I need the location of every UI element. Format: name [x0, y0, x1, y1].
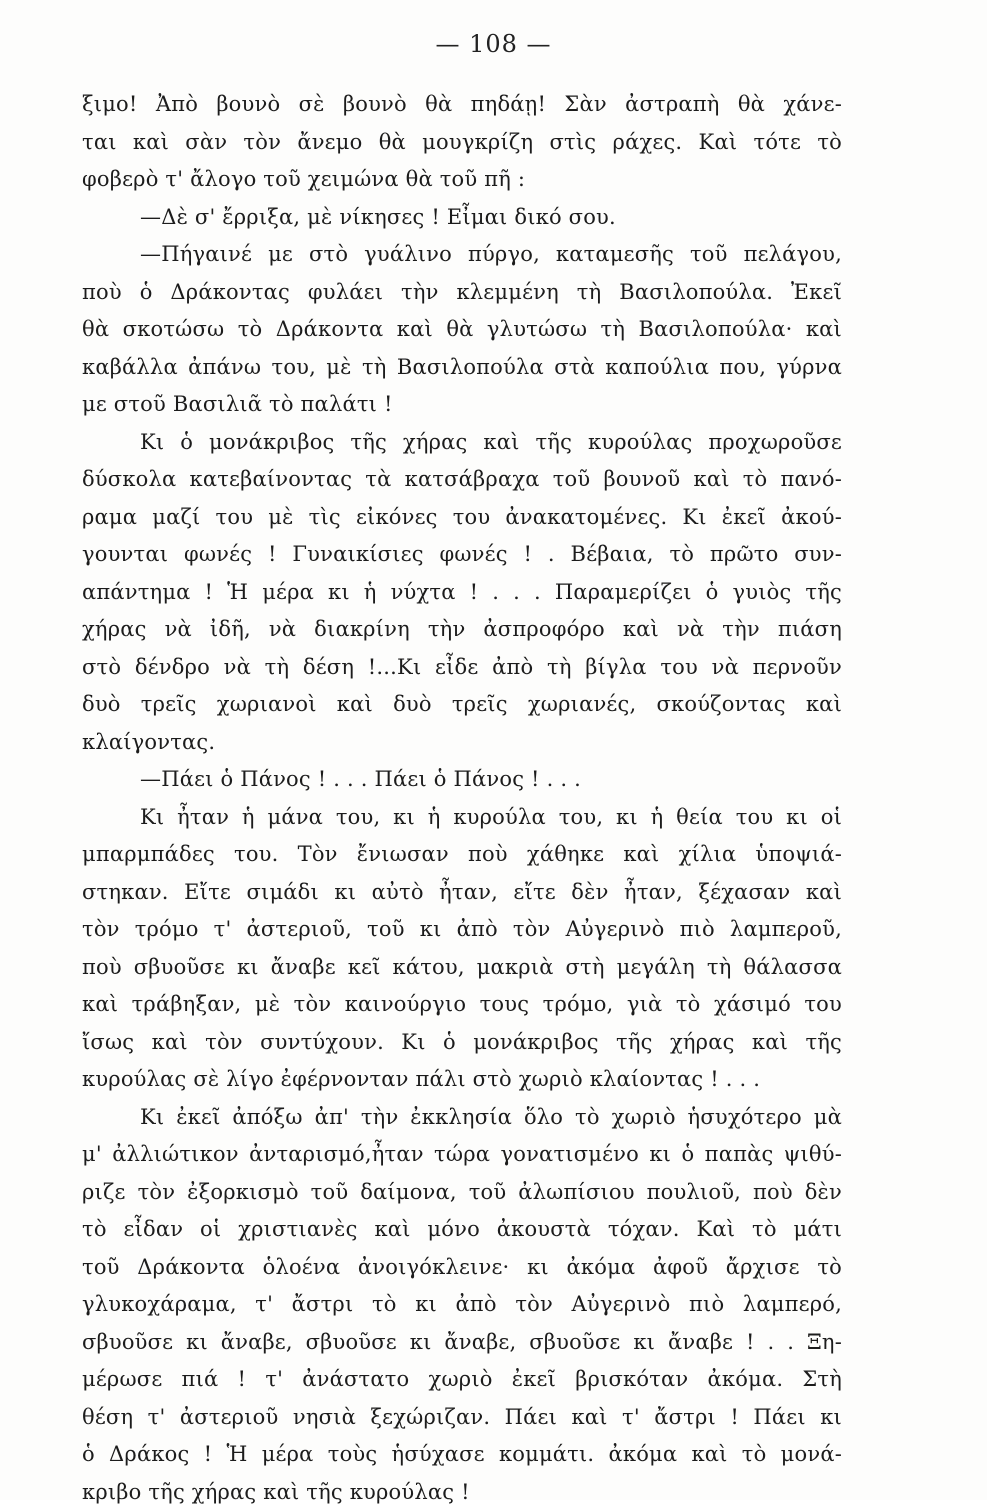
text-line: κριβο τῆς χήρας καὶ τῆς κυρούλας !	[82, 1474, 842, 1511]
text-line: —Πήγαινέ με στὸ γυάλινο πύργο, καταμεσῆς τοῦ πελάγου,	[82, 236, 842, 274]
page-number: — 108 —	[0, 30, 987, 58]
text-line: χήρας νὰ ἰδῆ, νὰ διακρίνη τὴν ἀσπροφόρο καὶ νὰ τὴν πιάση	[82, 611, 842, 649]
text-line: με στοῦ Βασιλιᾶ τὸ παλάτι !	[82, 386, 842, 424]
text-line: ὁ Δράκος ! Ἡ μέρα τοὺς ἡσύχασε κομμάτι. ἀκόμα καὶ τὸ μονά-	[82, 1436, 842, 1474]
text-line: μ' ἀλλιώτικον ἀνταρισμό,ἦταν τώρα γονατισμένο κι ὁ παπὰς ψιθύ-	[82, 1136, 842, 1174]
text-line: ποὺ ὁ Δράκοντας φυλάει τὴν κλεμμένη τὴ Βασιλοπούλα. Ἐκεῖ	[82, 274, 842, 312]
text-line: φοβερὸ τ' ἄλογο τοῦ χειμώνα θὰ τοῦ πῆ :	[82, 161, 842, 199]
text-line: μέρωσε πιά ! τ' ἀνάστατο χωριὸ ἐκεῖ βρισκόταν ἀκόμα. Στὴ	[82, 1361, 842, 1399]
text-line: κυρούλας σὲ λίγο ἐφέρνονταν πάλι στὸ χωριὸ κλαίοντας ! . . .	[82, 1061, 842, 1099]
text-line: ριζε τὸν ἐξορκισμὸ τοῦ δαίμονα, τοῦ ἀλωπίσιου πουλιοῦ, ποὺ δὲν	[82, 1174, 842, 1212]
text-line: καὶ τράβηξαν, μὲ τὸν καινούργιο τους τρόμο, γιὰ τὸ χάσιμό του	[82, 986, 842, 1024]
text-line: κλαίγοντας.	[82, 724, 842, 762]
text-line: Κι ἐκεῖ ἀπόξω ἀπ' τὴν ἐκκλησία ὅλο τὸ χωριὸ ἡσυχότερο μὰ	[82, 1099, 842, 1137]
text-line: τοῦ Δράκοντα ὁλοένα ἀνοιγόκλεινε· κι ἀκόμα ἀφοῦ ἄρχισε τὸ	[82, 1249, 842, 1287]
text-line: γλυκοχάραμα, τ' ἄστρι τὸ κι ἀπὸ τὸν Αὐγερινὸ πιὸ λαμπερό,	[82, 1286, 842, 1324]
text-line: —Πάει ὁ Πάνος ! . . . Πάει ὁ Πάνος ! . . .	[82, 761, 842, 799]
body-text	[82, 86, 842, 1511]
text-line: καβάλλα ἀπάνω του, μὲ τὴ Βασιλοπούλα στὰ καπούλια που, γύρνα	[82, 349, 842, 387]
text-line: Κι ὁ μονάκριβος τῆς χήρας καὶ τῆς κυρούλας προχωροῦσε	[82, 424, 842, 462]
text-line: Κι ἦταν ἡ μάνα του, κι ἡ κυρούλα του, κι ἡ θεία του κι οἱ	[82, 799, 842, 837]
text-line: δυὸ τρεῖς χωριανοὶ καὶ δυὸ τρεῖς χωριανές, σκούζοντας καὶ	[82, 686, 842, 724]
text-line: τὸ εἶδαν οἱ χριστιανὲς καὶ μόνο ἀκουστὰ τόχαν. Καὶ τὸ μάτι	[82, 1211, 842, 1249]
text-line: θὰ σκοτώσω τὸ Δράκοντα καὶ θὰ γλυτώσω τὴ Βασιλοπούλα· καὶ	[82, 311, 842, 349]
text-line: ραμα μαζί του μὲ τὶς εἰκόνες του ἀνακατομένες. Κι ἐκεῖ ἀκού-	[82, 499, 842, 537]
text-line: ἴσως καὶ τὸν συντύχουν. Κι ὁ μονάκριβος τῆς χήρας καὶ τῆς	[82, 1024, 842, 1062]
text-line: ξιμο! Ἀπὸ βουνὸ σὲ βουνὸ θὰ πηδάῃ! Σὰν ἀστραπὴ θὰ χάνε-	[82, 86, 842, 124]
text-line: απάντημα ! Ἡ μέρα κι ἡ νύχτα ! . . . Παραμερίζει ὁ γυιὸς τῆς	[82, 574, 842, 612]
text-line: —Δὲ σ' ἔρριξα, μὲ νίκησες ! Εἶμαι δικό σου.	[82, 199, 842, 237]
text-line: θέση τ' ἀστεριοῦ νησιὰ ξεχώριζαν. Πάει καὶ τ' ἄστρι ! Πάει κι	[82, 1399, 842, 1437]
text-line: ται καὶ σὰν τὸν ἄνεμο θὰ μουγκρίζη στὶς ράχες. Καὶ τότε τὸ	[82, 124, 842, 162]
text-line: στὸ δένδρο νὰ τὴ δέση !...Κι εἶδε ἀπὸ τὴ βίγλα του νὰ περνοῦν	[82, 649, 842, 687]
text-line: στηκαν. Εἴτε σιμάδι κι αὐτὸ ἦταν, εἴτε δὲν ἦταν, ξέχασαν καὶ	[82, 874, 842, 912]
text-line: σβυοῦσε κι ἄναβε, σβυοῦσε κι ἄναβε, σβυοῦσε κι ἄναβε ! . . Ξη-	[82, 1324, 842, 1362]
text-line: δύσκολα κατεβαίνοντας τὰ κατσάβραχα τοῦ βουνοῦ καὶ τὸ πανό-	[82, 461, 842, 499]
text-line: γουνται φωνές ! Γυναικίσιες φωνές ! . Βέβαια, τὸ πρῶτο συν-	[82, 536, 842, 574]
text-line: μπαρμπάδες του. Τὸν ἔνιωσαν ποὺ χάθηκε καὶ χίλια ὑποψιά-	[82, 836, 842, 874]
text-line: ποὺ σβυοῦσε κι ἄναβε κεῖ κάτου, μακριὰ στὴ μεγάλη τὴ θάλασσα	[82, 949, 842, 987]
text-line: τὸν τρόμο τ' ἀστεριοῦ, τοῦ κι ἀπὸ τὸν Αὐγερινὸ πιὸ λαμπεροῦ,	[82, 911, 842, 949]
